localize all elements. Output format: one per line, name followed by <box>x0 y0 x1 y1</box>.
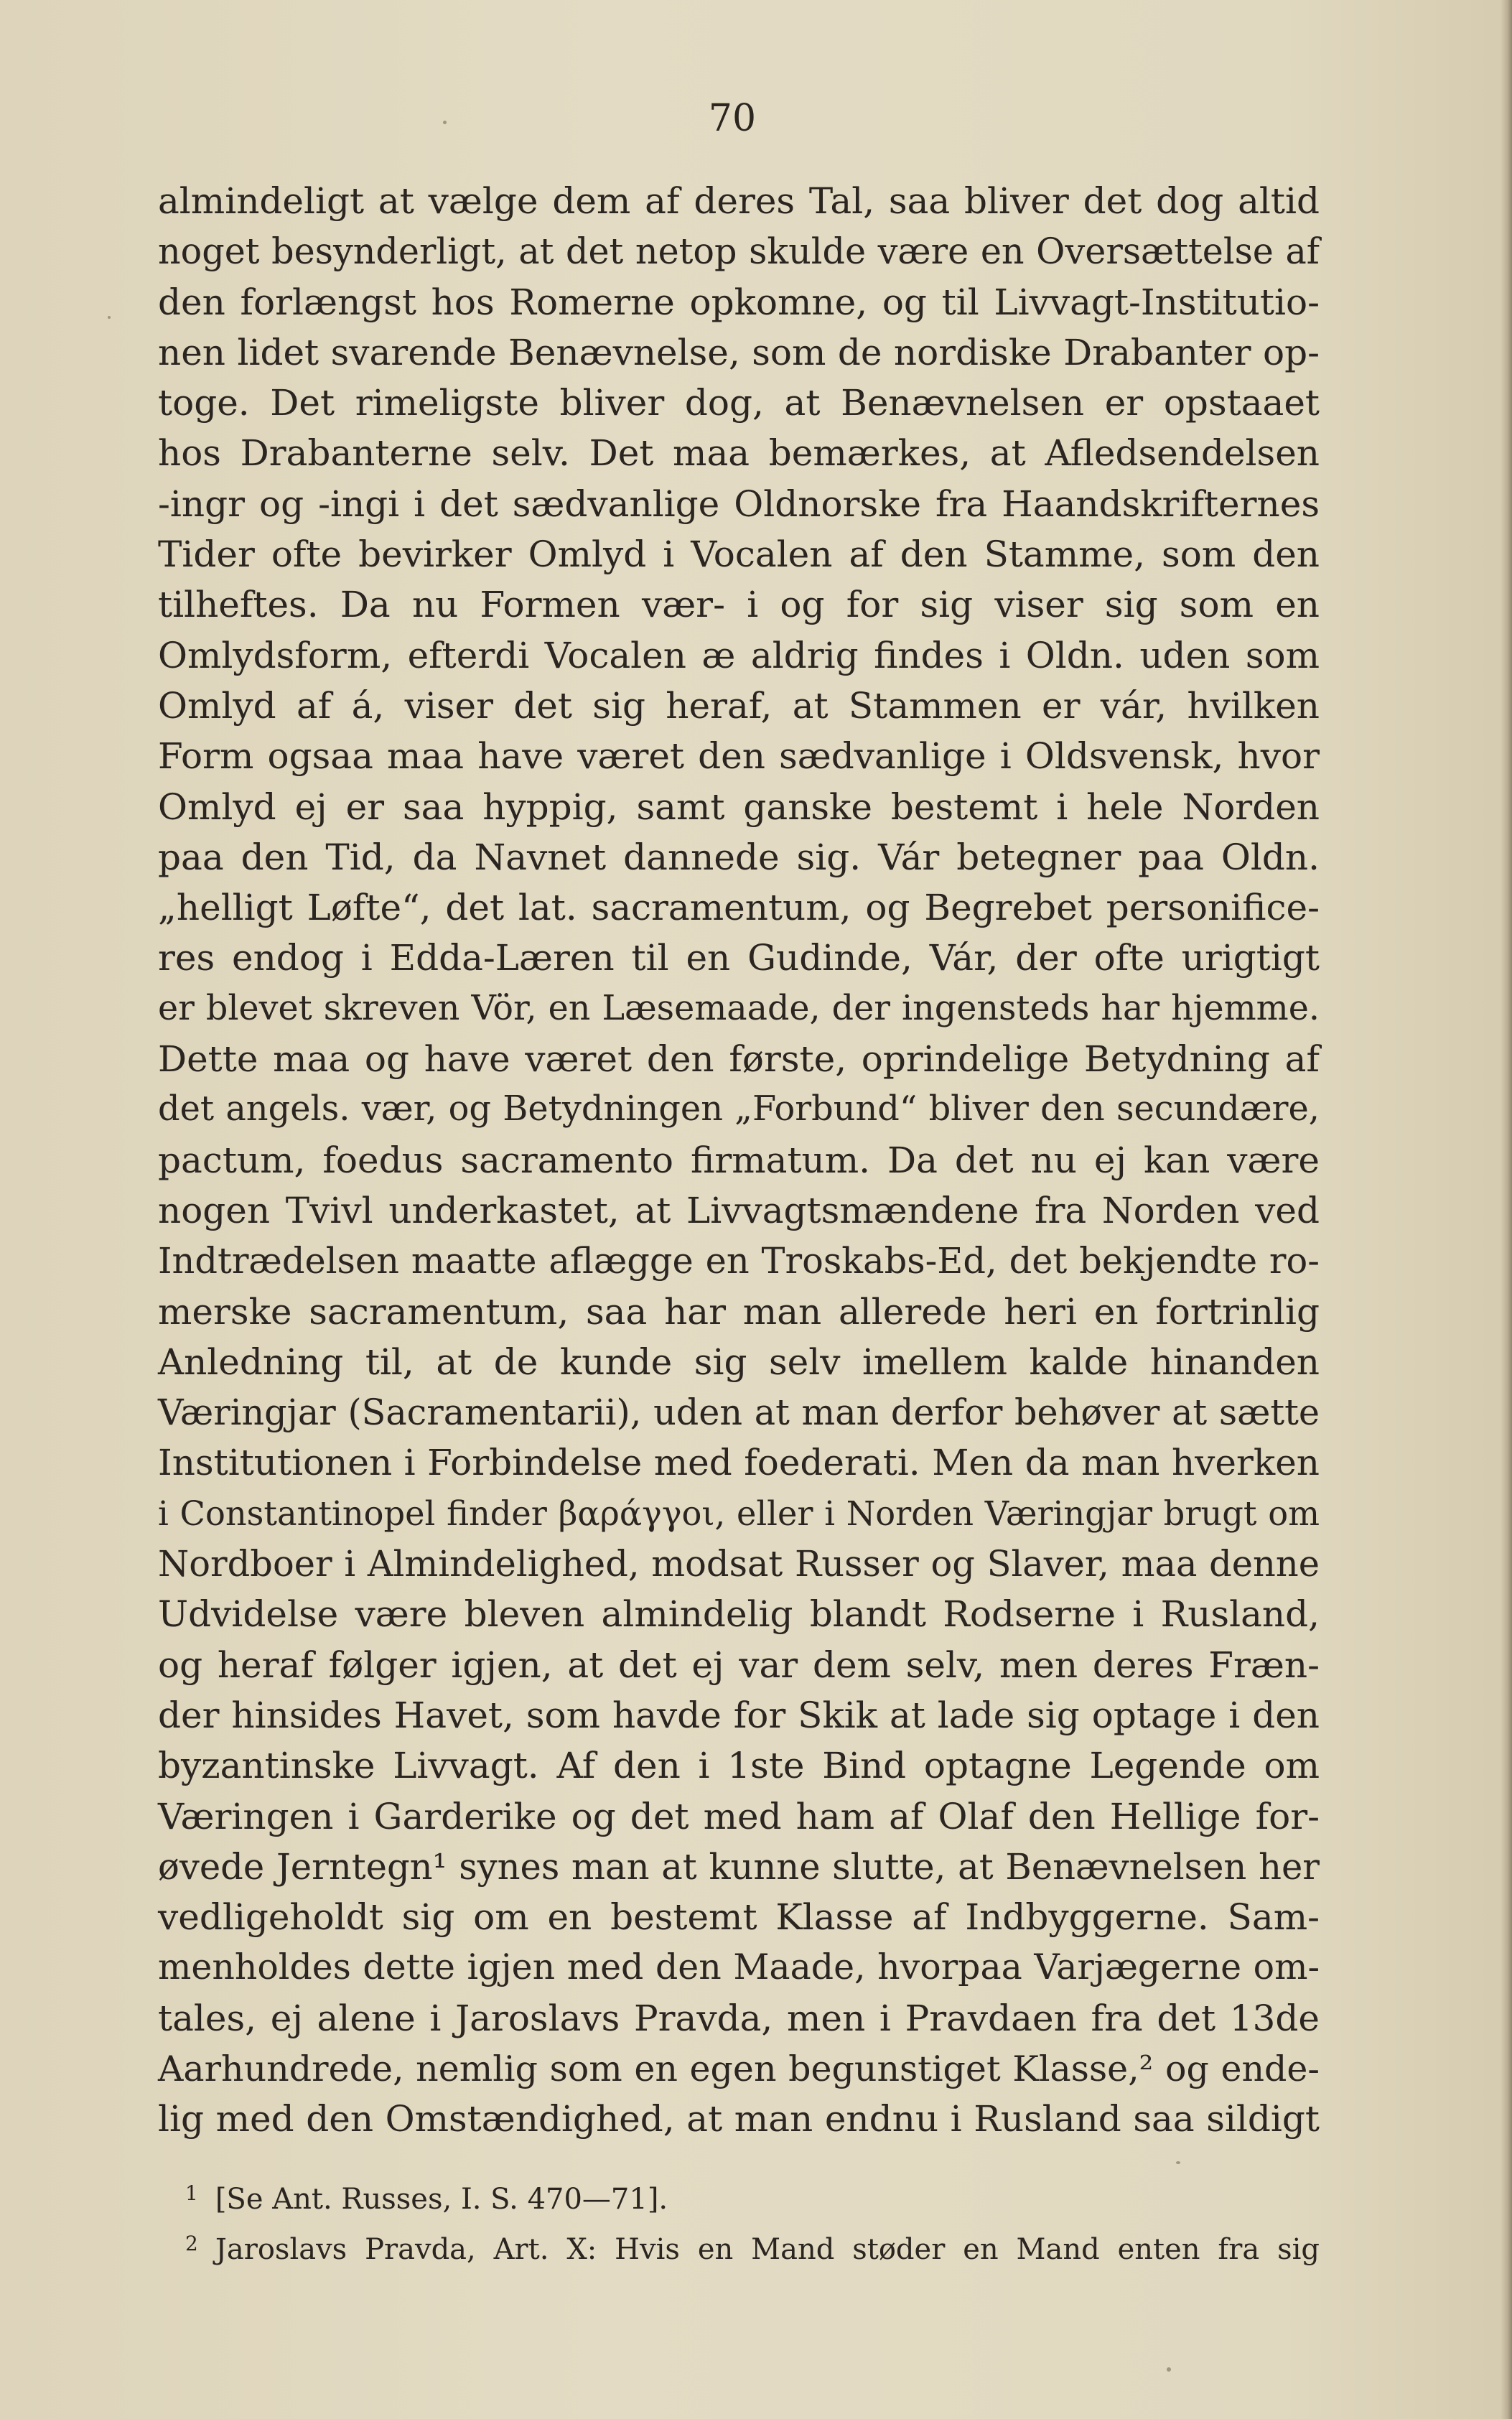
paper-speck <box>1167 2367 1171 2372</box>
text-line: nen lidet svarende Benævnelse, som de nordiske Drabanter op- <box>158 331 1320 373</box>
text-line: Form ogsaa maa have været den sædvanlige i Oldsvensk, hvor <box>158 735 1320 778</box>
text-line: det angels. vær, og Betydningen „Forbund“ bliver den secundære, <box>158 1089 1320 1129</box>
text-line: tales, ej alene i Jaroslavs Pravda, men i Pravdaen fra det 13de <box>158 1997 1320 2039</box>
text-line: lig med den Omstændighed, at man endnu i Rusland saa sildigt <box>158 2098 1320 2140</box>
page-edge-shadow <box>1501 0 1512 2419</box>
footnote-marker: 2 <box>185 2232 198 2255</box>
text-line: Væringen i Garderike og det med ham af Olaf den Hellige for- <box>158 1795 1320 1837</box>
text-line: nogen Tvivl underkastet, at Livvagtsmændene fra Norden ved <box>158 1189 1320 1231</box>
text-line: Dette maa og have været den første, oprindelige Betydning af <box>158 1038 1320 1081</box>
text-line: paa den Tid, da Navnet dannede sig. Vár betegner paa Oldn. <box>158 836 1320 878</box>
text-line: Udvidelse være bleven almindelig blandt Rodserne i Rusland, <box>158 1593 1320 1636</box>
footnote-marker: 1 <box>185 2181 198 2205</box>
text-line: hos Drabanterne selv. Det maa bemærkes, at Afledsendelsen <box>158 432 1320 475</box>
text-line: res endog i Edda-Læren til en Gudinde, Vár, der ofte urigtigt <box>158 937 1320 979</box>
text-line: tilheftes. Da nu Formen vær- i og for sig viser sig som en <box>158 584 1320 626</box>
text-line: Omlyd af á, viser det sig heraf, at Stammen er vár, hvilken <box>158 684 1320 727</box>
text-line: noget besynderligt, at det netop skulde være en Oversættelse af <box>158 230 1320 273</box>
text-line: Anledning til, at de kunde sig selv imellem kalde hinanden <box>158 1341 1320 1383</box>
footnote-text: Jaroslavs Pravda, Art. X: Hvis en Mand støder en Mand enten fra sig <box>215 2233 1320 2266</box>
text-line: Institutionen i Forbindelse med foederati. Men da man hverken <box>158 1442 1320 1484</box>
paper-speck <box>443 121 447 124</box>
body-text <box>158 176 1320 2145</box>
text-line: „helligt Løfte“, det lat. sacramentum, og Begrebet personifice- <box>158 887 1320 929</box>
text-line: Indtrædelsen maatte aflægge en Troskabs-Ed, det bekjendte ro- <box>158 1240 1320 1282</box>
text-line: merske sacramentum, saa har man allerede heri en fortrinlig <box>158 1290 1320 1333</box>
text-line: pactum, foedus sacramento firmatum. Da det nu ej kan være <box>158 1139 1320 1181</box>
page-number: 70 <box>708 97 757 140</box>
text-line: Tider ofte bevirker Omlyd i Vocalen af den Stamme, som den <box>158 533 1320 576</box>
text-line: -ingr og -ingi i det sædvanlige Oldnorske fra Haandskrifternes <box>158 483 1320 525</box>
text-line: menholdes dette igjen med den Maade, hvorpaa Varjægerne om- <box>158 1947 1320 1988</box>
text-line: Omlyd ej er saa hyppig, samt ganske bestemt i hele Norden <box>158 786 1320 828</box>
text-line: Aarhundrede, nemlig som en egen begunstiget Klasse,² og ende- <box>158 2047 1320 2089</box>
paper-speck <box>1176 2161 1180 2164</box>
text-line: Nordboer i Almindelighed, modsat Russer og Slaver, maa denne <box>158 1543 1320 1585</box>
text-line: og heraf følger igjen, at det ej var dem selv, men deres Fræn- <box>158 1644 1320 1686</box>
text-line: øvede Jerntegn¹ synes man at kunne slutte, at Benævnelsen her <box>158 1845 1320 1888</box>
footnotes <box>185 2168 1320 2269</box>
paper-speck <box>108 316 111 319</box>
text-line: Væringjar (Sacramentarii), uden at man derfor behøver at sætte <box>158 1392 1320 1434</box>
text-line: den forlængst hos Romerne opkomne, og til Livvagt-Institutio- <box>158 281 1320 323</box>
text-line: almindeligt at vælge dem af deres Tal, saa bliver det dog altid <box>158 180 1320 222</box>
text-line: der hinsides Havet, som havde for Skik at lade sig optage i den <box>158 1694 1320 1736</box>
text-line: i Constantinopel finder βαράγγοι, eller i Norden Væringjar brugt om <box>158 1493 1320 1533</box>
text-line: toge. Det rimeligste bliver dog, at Benævnelsen er opstaaet <box>158 382 1320 424</box>
text-line: vedligeholdt sig om en bestemt Klasse af Indbyggerne. Sam- <box>158 1896 1320 1939</box>
footnote <box>185 2219 1320 2269</box>
footnote <box>185 2168 1320 2219</box>
text-line: er blevet skreven Vör, en Læsemaade, der ingensteds har hjemme. <box>158 988 1320 1028</box>
text-line: Omlydsform, efterdi Vocalen æ aldrig findes i Oldn. uden som <box>158 634 1320 676</box>
text-line: byzantinske Livvagt. Af den i 1ste Bind optagne Legende om <box>158 1745 1320 1787</box>
footnote-text: [Se Ant. Russes, I. S. 470—71]. <box>215 2183 668 2216</box>
